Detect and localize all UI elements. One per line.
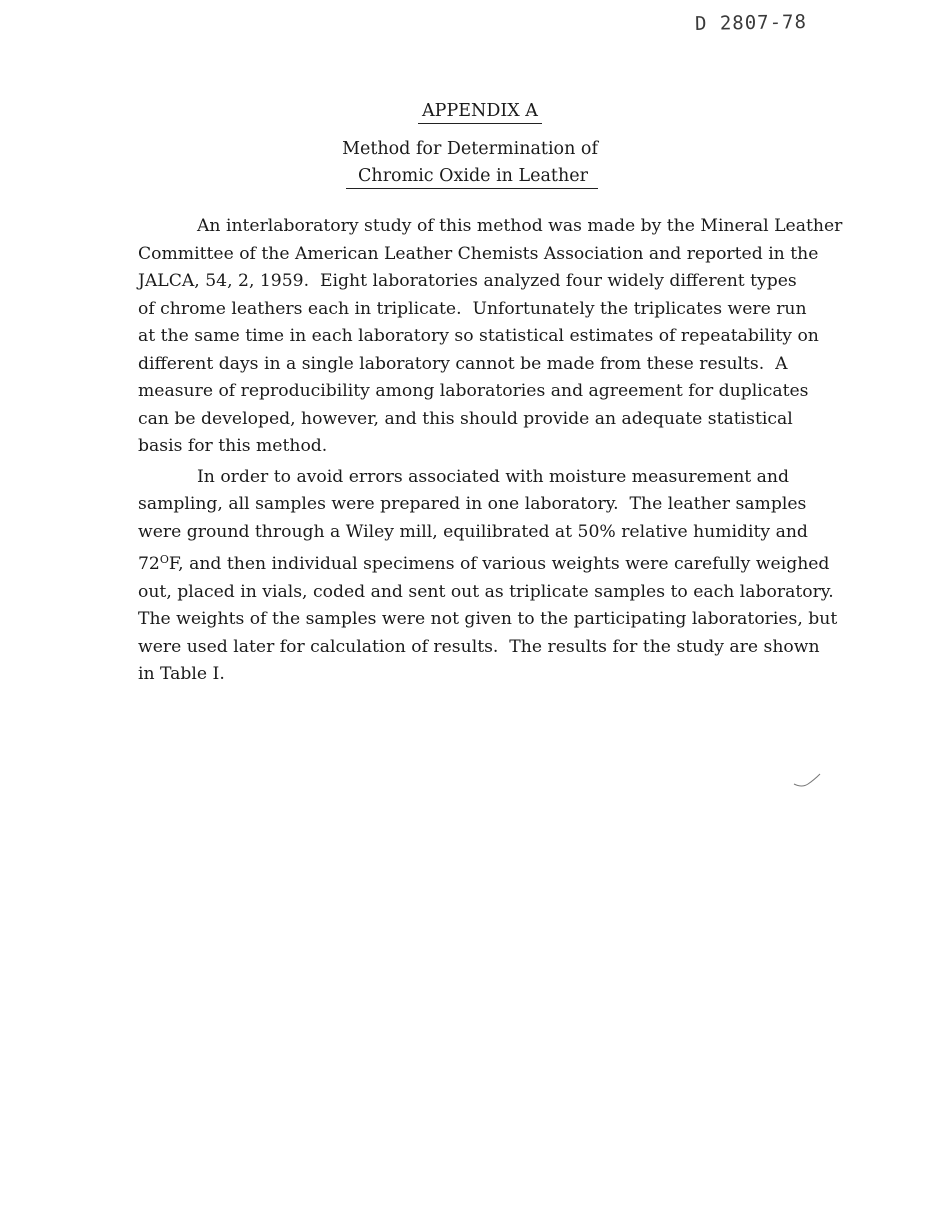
paragraph-2-line: in Table I. — [138, 664, 225, 684]
paragraph-2-line: were ground through a Wiley mill, equilibrated at 50% relative humidity and — [138, 521, 808, 542]
paragraph-2-line: were used later for calculation of results. The results for the study are shown — [138, 636, 820, 657]
document-body — [138, 213, 890, 689]
paragraph-2-line: The weights of the samples were not given to the participating laboratories, but — [138, 609, 838, 629]
paragraph-1 — [138, 213, 890, 461]
paragraph-1-line: Committee of the American Leather Chemists Association and reported in the — [138, 243, 819, 264]
paragraph-1-line: An interlaboratory study of this method was made by the Mineral Leather — [197, 216, 843, 236]
paragraph-1-line: of chrome leathers each in triplicate. Unfortunately the triplicates were run — [138, 298, 807, 319]
appendix-heading: APPENDIX A — [418, 101, 542, 124]
paragraph-1-line: JALCA, 54, 2, 1959. Eight laboratories analyzed four widely different types — [138, 271, 797, 291]
paragraph-2-line: In order to avoid errors associated with moisture measurement and — [197, 466, 789, 487]
paragraph-1-line: basis for this method. — [138, 436, 328, 456]
paragraph-1-line: different days in a single laboratory cannot be made from these results. A — [138, 353, 788, 374]
degree-superscript: O — [159, 553, 169, 566]
paragraph-1-line: can be developed, however, and this should provide an adequate statistical — [138, 408, 793, 429]
paragraph-2-line-temperature — [138, 546, 890, 579]
paragraph-2 — [138, 464, 890, 689]
subtitle-line-1: Method for Determination of — [342, 139, 598, 159]
temperature-value: 72 — [138, 554, 160, 574]
paragraph-2-line: out, placed in vials, coded and sent out as triplicate samples to each laboratory. — [138, 581, 834, 602]
temperature-rest: F, and then individual specimens of various weights were carefully weighed — [168, 554, 830, 574]
pencil-check-mark-icon — [792, 770, 822, 790]
subtitle-line-2-wrapper — [0, 166, 944, 189]
paragraph-2-line: sampling, all samples were prepared in one laboratory. The leather samples — [138, 494, 807, 514]
appendix-heading-wrapper — [0, 101, 950, 124]
paragraph-1-line: measure of reproducibility among laboratories and agreement for duplicates — [138, 381, 809, 401]
document-number-handwritten: D 2807-78 — [694, 11, 808, 35]
subtitle-line-2: Chromic Oxide in Leather — [346, 166, 598, 189]
paragraph-1-line: at the same time in each laboratory so statistical estimates of repeatability on — [138, 326, 819, 346]
